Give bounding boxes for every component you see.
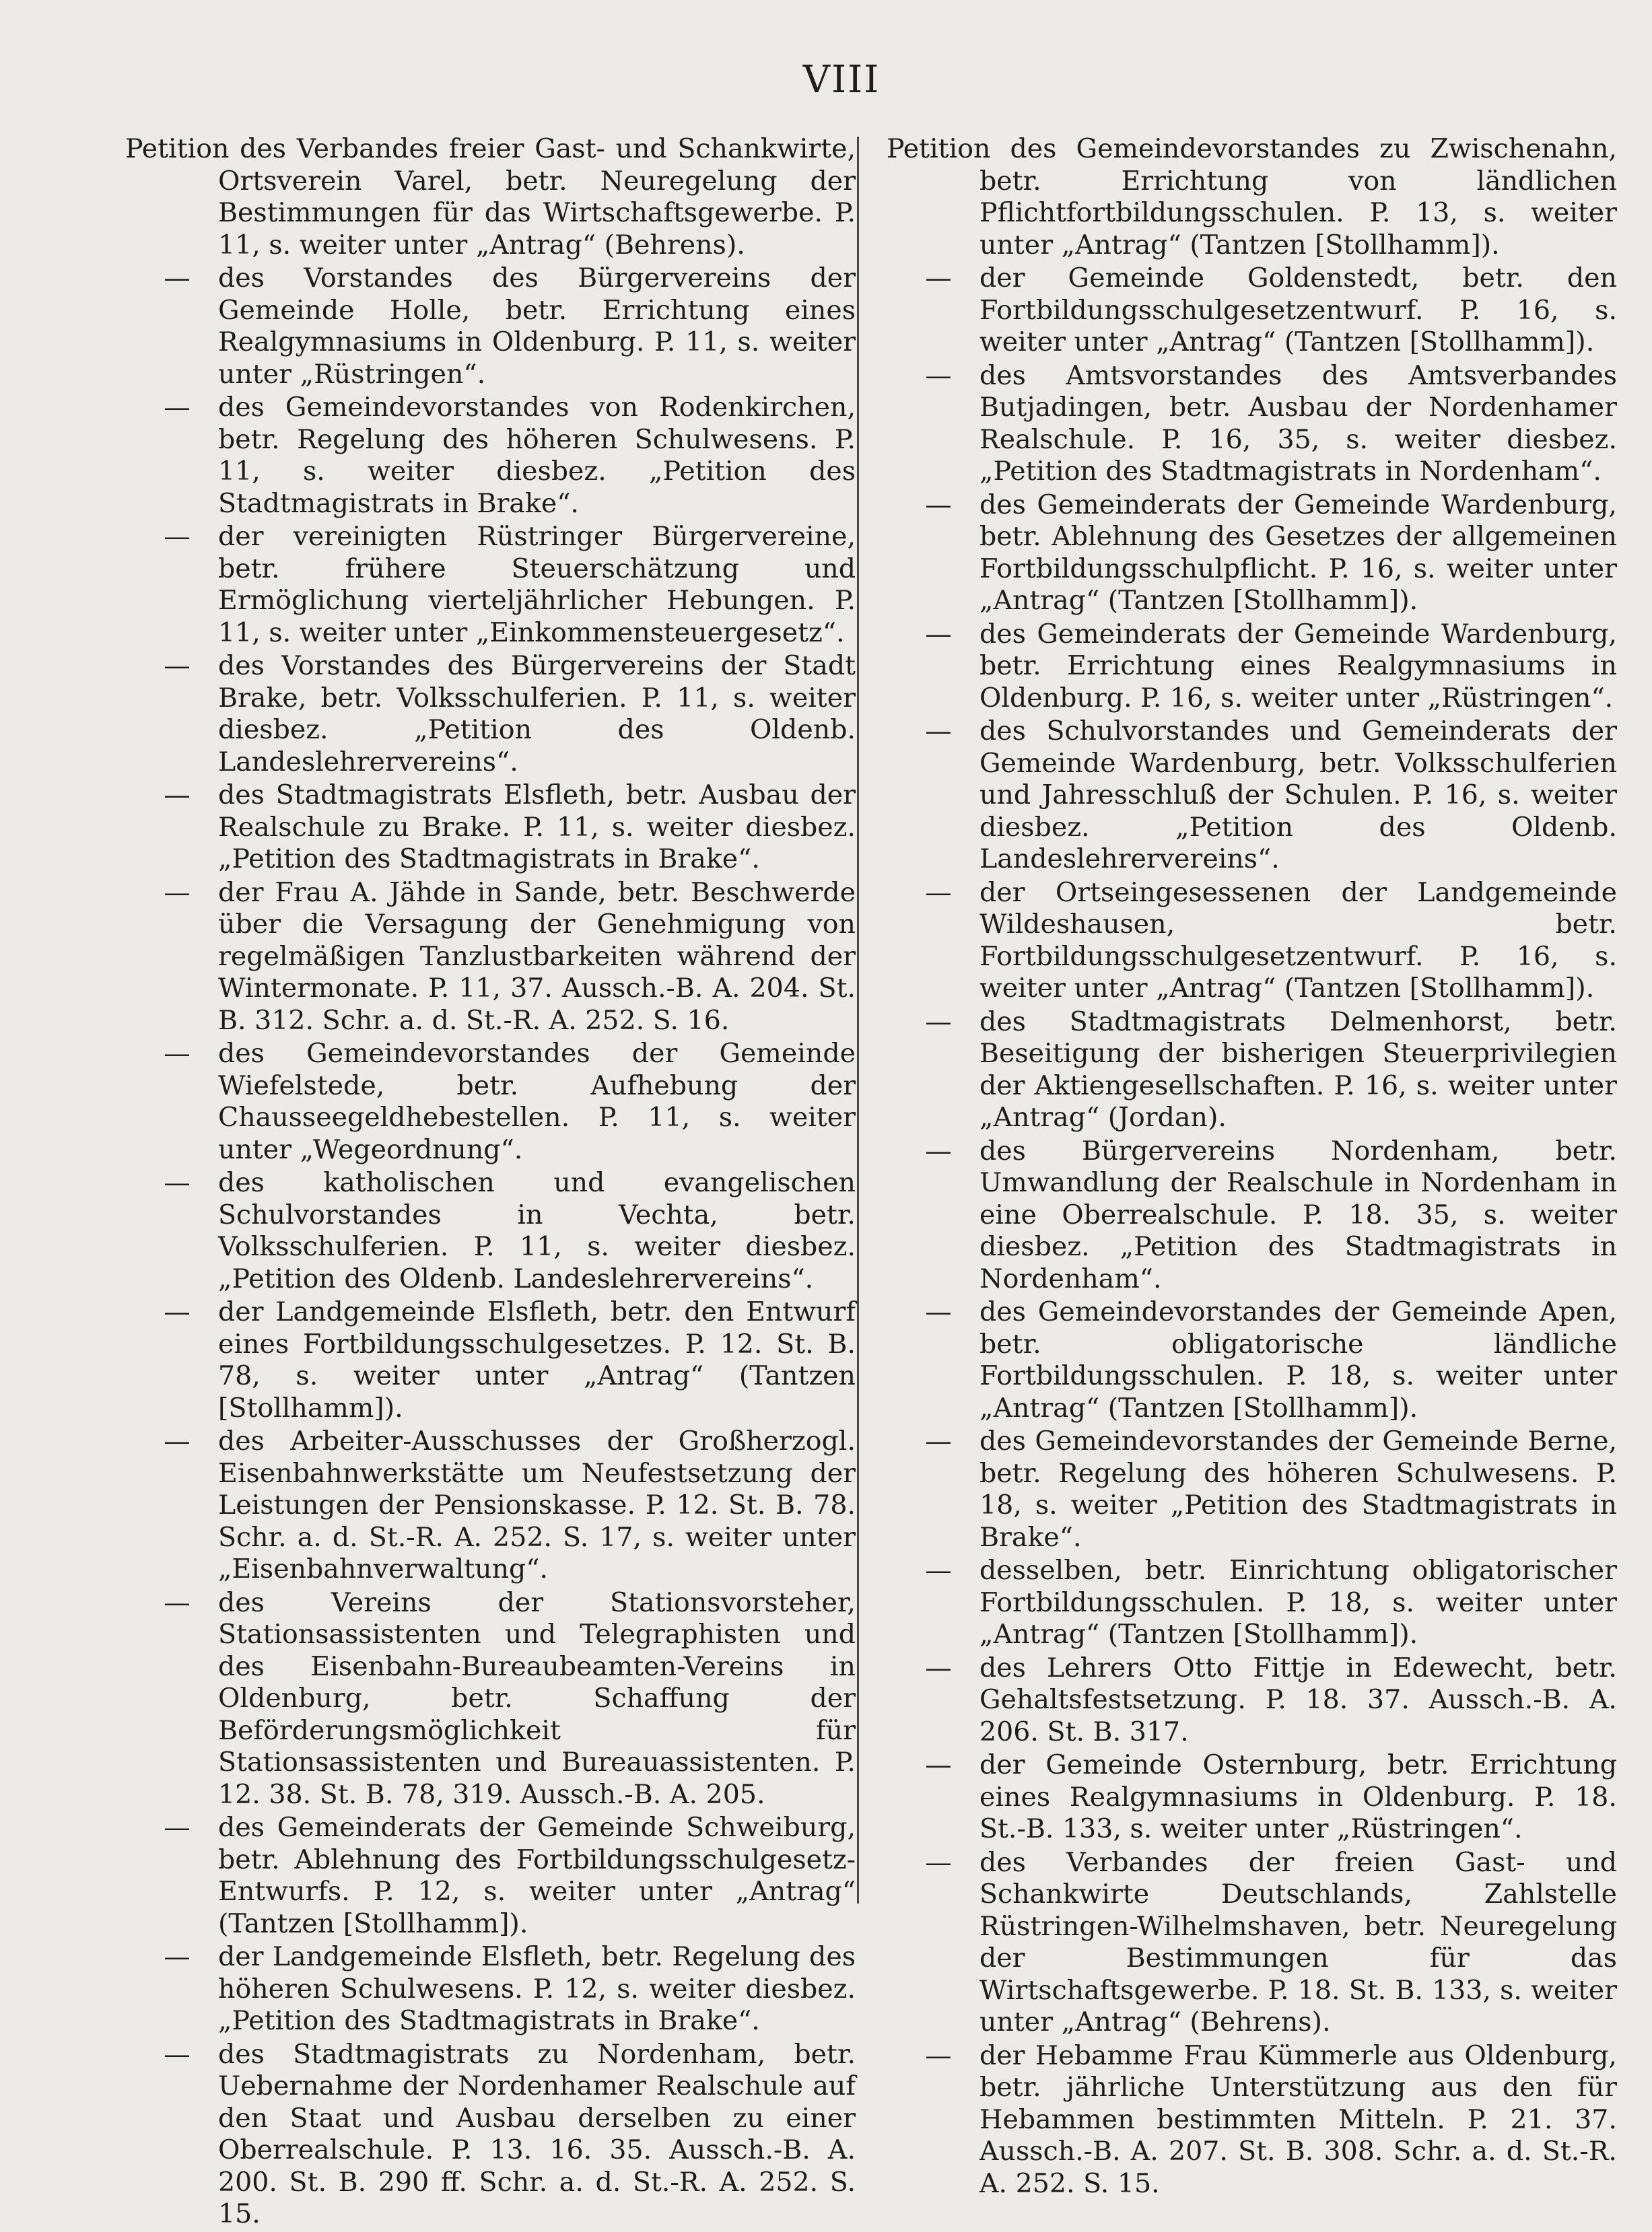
dash-marker: — (164, 521, 191, 552)
dash-marker: — (925, 2039, 952, 2071)
list-item (887, 1749, 1617, 1846)
dash-marker: — (164, 1296, 191, 1327)
entry-text: des Amtsvorstandes des Amtsverbandes Butjadingen, betr. Ausbau der Nordenhamer Realschule. P. 16, 35, s. weiter diesbez. „Petition des Stadtmagistrats in Nordenham“. (979, 359, 1617, 487)
entry-text: desselben, betr. Einrichtung obligatorischer Fortbildungsschulen. P. 18, s. weiter unter „Antrag“ (Tantzen [Stollhamm]). (979, 1555, 1617, 1650)
entry-text: des Stadtmagistrats Delmenhorst, betr. Beseitigung der bisherigen Steuerprivilegien der Aktiengesellschaften. P. 16, s. weiter unter „Antrag“ (Jordan). (979, 1006, 1617, 1133)
dash-marker: — (164, 779, 191, 810)
left-column (125, 133, 856, 2232)
dash-marker: — (925, 1006, 952, 1037)
list-item (125, 650, 856, 778)
entry-text: des Gemeindevorstandes zu Zwischenahn, betr. Errichtung von ländlichen Pflichtfortbildungsschulen. P. 13, s. weiter unter „Antrag“ (Tantzen [Stollhamm]). (979, 133, 1617, 260)
column-divider (857, 137, 859, 1904)
entry-text: des Bürgervereins Nordenham, betr. Umwandlung der Realschule in Nordenham in eine Oberrealschule. P. 18. 35, s. weiter diesbez. „Petition des Stadtmagistrats in Nordenham“. (979, 1135, 1617, 1294)
list-item (125, 521, 856, 649)
dash-marker: — (925, 1135, 952, 1166)
entry-text: der Landgemeinde Elsfleth, betr. Regelung des höheren Schulwesens. P. 12, s. weiter diesbez. „Petition des Stadtmagistrats in Brake“. (218, 1941, 856, 2036)
dash-marker: — (925, 263, 952, 293)
dash-marker: — (164, 392, 191, 423)
entry-text: der Hebamme Frau Kümmerle aus Oldenburg, betr. jährliche Unterstützung aus den für Hebammen bestimmten Mitteln. P. 21. 37. Aussch.-B. A. 207. St. B. 308. Schr. a. d. St.-R. A. 252. S. 15. (979, 2039, 1617, 2199)
list-item (125, 877, 856, 1037)
list-item (125, 1812, 856, 1940)
dash-marker: — (164, 263, 191, 293)
list-item (887, 1555, 1617, 1651)
entry-text: der Landgemeinde Elsfleth, betr. den Entwurf eines Fortbildungsschulgesetzes. P. 12. St. B. 78, s. weiter unter „Antrag“ (Tantzen [Stollhamm]). (218, 1296, 856, 1424)
dash-marker: — (164, 1941, 191, 1972)
entry-text: des Gemeinderats der Gemeinde Schweiburg, betr. Ablehnung des Fortbildungsschulgesetz-Entwurfs. P. 12, s. weiter unter „Antrag“ (Tantzen [Stollhamm]). (218, 1812, 856, 1939)
entry-text: des Gemeindevorstandes der Gemeinde Berne, betr. Regelung des höheren Schulwesens. P. 18, s. weiter „Petition des Stadtmagistrats in Brake“. (979, 1426, 1617, 1553)
dash-marker: — (925, 1652, 952, 1683)
dash-marker: — (164, 1038, 191, 1069)
list-item (125, 263, 856, 390)
list-item (125, 392, 856, 520)
entry-text: der Frau A. Jähde in Sande, betr. Beschwerde über die Versagung der Genehmigung von regelmäßigen Tanzlustbarkeiten während der Wintermonate. P. 11, 37. Aussch.-B. A. 204. St. B. 312. Schr. a. d. St.-R. A. 252. S. 16. (218, 876, 856, 1036)
list-item (887, 360, 1617, 488)
entry-text: des Gemeindevorstandes der Gemeinde Wiefelstede, betr. Aufhebung der Chausseegeldhebestellen. P. 11, s. weiter unter „Wegeordnung“. (218, 1038, 856, 1165)
entry-text: des Vereins der Stationsvorsteher, Stationsassistenten und Telegraphisten und des Eisenbahn-Bureaubeamten-Vereins in Oldenburg, betr. Schaffung der Beförderungsmöglichkeit für Stationsassistenten und Bureauassistenten. P. 12. 38. St. B. 78, 319. Aussch.-B. A. 205. (218, 1586, 856, 1810)
dash-marker: — (925, 359, 952, 391)
list-item (887, 716, 1617, 876)
entry-text: der vereinigten Rüstringer Bürgervereine, betr. frühere Steuerschätzung und Ermöglichung vierteljährlicher Hebungen. P. 11, s. weiter unter „Einkommensteuergesetz“. (218, 521, 856, 648)
list-item (887, 619, 1617, 715)
dash-marker: — (164, 1586, 191, 1618)
entry-heading: Petition (125, 133, 230, 164)
entry-heading: Petition (887, 133, 991, 164)
entry-text: des Gemeinderats der Gemeinde Wardenburg, betr. Errichtung eines Realgymnasiums in Oldenburg. P. 16, s. weiter unter „Rüstringen“. (979, 618, 1617, 713)
page-number: VIII (802, 58, 881, 102)
list-item (887, 133, 1617, 261)
list-item (125, 1587, 856, 1811)
entry-text: des Arbeiter-Ausschusses der Großherzogl. Eisenbahnwerkstätte um Neufestsetzung der Leistungen der Pensionskasse. P. 12. St. B. 78. Schr. a. d. St.-R. A. 252. S. 17, s. weiter unter „Eisenbahnverwaltung“. (218, 1426, 856, 1584)
dash-marker: — (164, 876, 191, 908)
list-item (887, 2040, 1617, 2200)
list-item (125, 779, 856, 876)
list-item (125, 133, 856, 261)
list-item (125, 2039, 856, 2231)
dash-marker: — (925, 1426, 952, 1457)
dash-marker: — (164, 650, 191, 681)
entry-text: des Schulvorstandes und Gemeinderats der Gemeinde Wardenburg, betr. Volksschulferien und Jahresschluß der Schulen. P. 16, s. weiter diesbez. „Petition des Oldenb. Landeslehrervereins“. (979, 716, 1617, 874)
dash-marker: — (164, 1426, 191, 1457)
entry-text: der Ortseingesessenen der Landgemeinde Wildeshausen, betr. Fortbildungsschulgesetzentwurf. P. 16, s. weiter unter „Antrag“ (Tantzen [Stollhamm]). (979, 876, 1617, 1004)
dash-marker: — (925, 1749, 952, 1780)
entry-text: des Gemeinderats der Gemeinde Wardenburg, betr. Ablehnung des Gesetzes der allgemeinen Fortbildungsschulpflicht. P. 16, s. weiter unter „Antrag“ (Tantzen [Stollhamm]). (979, 489, 1617, 616)
entry-text: des Gemeindevorstandes von Rodenkirchen, betr. Regelung des höheren Schulwesens. P. 11, s. weiter diesbez. „Petition des Stadtmagistrats in Brake“. (218, 392, 856, 519)
list-item (887, 489, 1617, 617)
right-column (887, 133, 1617, 2201)
dash-marker: — (164, 1167, 191, 1198)
entry-text: des Stadtmagistrats zu Nordenham, betr. Uebernahme der Nordenhamer Realschule auf den Staat und Ausbau derselben zu einer Oberrealschule. P. 13. 16. 35. Aussch.-B. A. 200. St. B. 290 ff. Schr. a. d. St.-R. A. 252. S. 15. (218, 2038, 856, 2229)
dash-marker: — (925, 489, 952, 520)
entry-text: des Vorstandes des Bürgervereins der Stadt Brake, betr. Volksschulferien. P. 11, s. weiter diesbez. „Petition des Oldenb. Landeslehrervereins“. (218, 650, 856, 777)
dash-marker: — (925, 1555, 952, 1586)
list-item (125, 1167, 856, 1295)
list-item (887, 1847, 1617, 2039)
dash-marker: — (925, 1296, 952, 1327)
list-item (887, 877, 1617, 1005)
dash-marker: — (925, 716, 952, 746)
entry-text: der Gemeinde Osternburg, betr. Errichtung eines Realgymnasiums in Oldenburg. P. 18. St.-B. 133, s. weiter unter „Rüstringen“. (979, 1749, 1617, 1844)
list-item (887, 1426, 1617, 1554)
entry-text: des Vorstandes des Bürgervereins der Gemeinde Holle, betr. Errichtung eines Realgymnasiums in Oldenburg. P. 11, s. weiter unter „Rüstringen“. (218, 263, 856, 390)
list-item (887, 1006, 1617, 1134)
dash-marker: — (925, 1846, 952, 1878)
entry-text: des Verbandes der freien Gast- und Schankwirte Deutschlands, Zahlstelle Rüstringen-Wilhelmshaven, betr. Neuregelung der Bestimmungen für das Wirtschaftsgewerbe. P. 18. St. B. 133, s. weiter unter „Antrag“ (Behrens). (979, 1846, 1617, 2037)
entry-text: des Lehrers Otto Fittje in Edewecht, betr. Gehaltsfestsetzung. P. 18. 37. Aussch.-B. A. 206. St. B. 317. (979, 1652, 1617, 1747)
list-item (887, 263, 1617, 359)
entry-text: des Stadtmagistrats Elsfleth, betr. Ausbau der Realschule zu Brake. P. 11, s. weiter diesbez. „Petition des Stadtmagistrats in Brake“. (218, 779, 856, 874)
entry-text: der Gemeinde Goldenstedt, betr. den Fortbildungsschulgesetzentwurf. P. 16, s. weiter unter „Antrag“ (Tantzen [Stollhamm]). (979, 263, 1617, 357)
dash-marker: — (164, 1812, 191, 1843)
entry-text: des Verbandes freier Gast- und Schankwirte, Ortsverein Varel, betr. Neuregelung der Bestimmungen für das Wirtschaftsgewerbe. P. 11, s. weiter unter „Antrag“ (Behrens). (218, 133, 856, 260)
list-item (125, 1426, 856, 1586)
list-item (125, 1038, 856, 1166)
list-item (887, 1652, 1617, 1749)
list-item (125, 1941, 856, 2037)
entry-text: des katholischen und evangelischen Schulvorstandes in Vechta, betr. Volksschulferien. P. 11, s. weiter diesbez. „Petition des Oldenb. Landeslehrervereins“. (218, 1167, 856, 1294)
list-item (125, 1296, 856, 1424)
entry-text: des Gemeindevorstandes der Gemeinde Apen, betr. obligatorische ländliche Fortbildungsschulen. P. 18, s. weiter unter „Antrag“ (Tantzen [Stollhamm]). (979, 1296, 1617, 1424)
list-item (887, 1296, 1617, 1424)
list-item (887, 1136, 1617, 1296)
dash-marker: — (164, 2038, 191, 2070)
dash-marker: — (925, 876, 952, 908)
dash-marker: — (925, 618, 952, 650)
